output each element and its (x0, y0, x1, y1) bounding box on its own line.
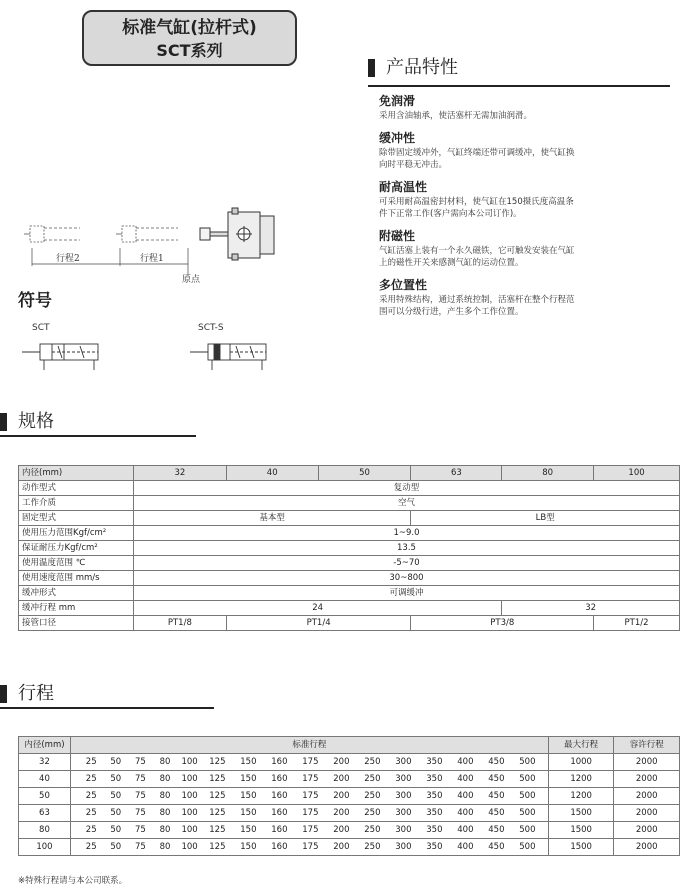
features-list (379, 92, 579, 325)
table-row (19, 511, 680, 526)
heading-bar (0, 685, 7, 703)
stroke-value: 350 (426, 773, 443, 784)
features-heading-text: 产品特性 (386, 57, 458, 78)
cylinder-outline-2 (24, 226, 80, 242)
stroke-value: 75 (134, 807, 146, 818)
bore-header: 内径(mm) (19, 737, 71, 754)
row-label: 使用温度范围 ℃ (19, 556, 134, 571)
multi-position-diagram (18, 196, 318, 288)
stroke-value: 125 (209, 841, 226, 852)
stroke-value: 80 (159, 807, 171, 818)
table-row (19, 601, 680, 616)
table-row (19, 737, 680, 754)
symbols-diagram (18, 318, 318, 384)
title-box (82, 10, 297, 66)
standard-strokes-cell (70, 805, 548, 822)
cell-value: 24 (133, 601, 501, 616)
stroke-table (18, 736, 680, 856)
stroke-value: 25 (85, 756, 97, 767)
max-stroke-cell: 1500 (548, 822, 614, 839)
stroke-value: 100 (181, 790, 198, 801)
feature-desc: 采用含油轴承，使活塞杆无需加油润滑。 (379, 111, 533, 121)
footnote: ※特殊行程请与本公司联系。 (18, 876, 128, 886)
table-row (19, 771, 680, 788)
spec-heading-text: 规格 (18, 411, 54, 432)
table-row (19, 481, 680, 496)
cell-value: 30~800 (133, 571, 679, 586)
bore-value: 32 (133, 466, 226, 481)
stroke-value: 350 (426, 790, 443, 801)
row-label: 缓冲形式 (19, 586, 134, 601)
stroke-value: 200 (333, 773, 350, 784)
row-label: 缓冲行程 mm (19, 601, 134, 616)
stroke-value: 500 (519, 824, 536, 835)
stroke-value: 175 (302, 790, 319, 801)
row-label: 工作介质 (19, 496, 134, 511)
stroke-value: 125 (209, 773, 226, 784)
feature-title: 免润滑 (379, 94, 416, 108)
cell-value: PT3/8 (411, 616, 594, 631)
max-stroke-cell: 1200 (548, 788, 614, 805)
stroke-value: 200 (333, 756, 350, 767)
cell-value: 32 (502, 601, 680, 616)
stroke-value: 150 (240, 756, 257, 767)
stroke-value: 400 (457, 756, 474, 767)
bore-cell: 50 (19, 788, 71, 805)
stroke-value: 160 (271, 756, 288, 767)
table-row (19, 788, 680, 805)
stroke-value: 300 (395, 790, 412, 801)
stroke-value: 100 (181, 773, 198, 784)
cell-value: 空气 (133, 496, 679, 511)
stroke-value: 500 (519, 773, 536, 784)
allow-stroke-cell: 2000 (614, 754, 680, 771)
table-row (19, 466, 680, 481)
table-row (19, 556, 680, 571)
stroke-value: 450 (488, 790, 505, 801)
feature-item (379, 276, 579, 318)
max-stroke-cell: 1500 (548, 805, 614, 822)
stroke-value: 160 (271, 790, 288, 801)
allow-stroke-cell: 2000 (614, 839, 680, 856)
cell-value: PT1/4 (226, 616, 411, 631)
stroke-value: 80 (159, 756, 171, 767)
features-heading (368, 56, 668, 90)
allow-header: 容许行程 (614, 737, 680, 754)
max-stroke-cell: 1500 (548, 839, 614, 856)
symbol-sct (22, 344, 98, 370)
cell-value: 复动型 (133, 481, 679, 496)
cell-value: PT1/2 (594, 616, 680, 631)
stroke-value: 450 (488, 807, 505, 818)
stroke-value: 50 (110, 756, 122, 767)
table-row (19, 541, 680, 556)
heading-rule (0, 435, 196, 437)
stroke-value: 250 (364, 824, 381, 835)
row-label: 保证耐压力Kgf/cm² (19, 541, 134, 556)
stroke-value: 175 (302, 756, 319, 767)
stroke-value: 150 (240, 790, 257, 801)
stroke-value: 450 (488, 841, 505, 852)
feature-item (379, 178, 579, 220)
standard-strokes-cell (70, 754, 548, 771)
max-stroke-cell: 1200 (548, 771, 614, 788)
bore-value: 100 (594, 466, 680, 481)
stroke-value: 160 (271, 773, 288, 784)
heading-bar (368, 59, 375, 77)
stroke-value: 350 (426, 807, 443, 818)
stroke-value: 150 (240, 841, 257, 852)
bore-header: 内径(mm) (19, 466, 134, 481)
max-stroke-cell: 1000 (548, 754, 614, 771)
feature-title: 附磁性 (379, 229, 416, 243)
bore-cell: 40 (19, 771, 71, 788)
row-label: 接管口径 (19, 616, 134, 631)
stroke-value: 75 (134, 790, 146, 801)
row-label: 使用压力范围Kgf/cm² (19, 526, 134, 541)
stroke-value: 300 (395, 824, 412, 835)
bore-value: 80 (502, 466, 594, 481)
cell-value: LB型 (411, 511, 680, 526)
stroke-value: 175 (302, 841, 319, 852)
stroke-value: 160 (271, 807, 288, 818)
max-header: 最大行程 (548, 737, 614, 754)
row-label: 固定型式 (19, 511, 134, 526)
stroke-value: 50 (110, 824, 122, 835)
cell-value: 可调缓冲 (133, 586, 679, 601)
stroke-value: 400 (457, 807, 474, 818)
cylinder-body (200, 208, 274, 260)
cell-value: 1~9.0 (133, 526, 679, 541)
symbols-heading: 符号 (18, 291, 52, 311)
stroke-value: 100 (181, 756, 198, 767)
table-row (19, 754, 680, 771)
stroke-value: 25 (85, 824, 97, 835)
stroke-value: 400 (457, 773, 474, 784)
spec-table (18, 465, 680, 631)
stroke-value: 500 (519, 807, 536, 818)
stroke-value: 160 (271, 841, 288, 852)
stroke-value: 150 (240, 824, 257, 835)
standard-strokes-cell (70, 839, 548, 856)
stroke-value: 300 (395, 756, 412, 767)
stroke1-label: 行程1 (140, 254, 164, 264)
feature-desc: 气缸活塞上装有一个永久磁铁，它可触发安装在气缸上的磁性开关来感测气缸的运动位置。 (379, 246, 575, 268)
stroke-heading-text: 行程 (18, 683, 54, 704)
stroke-value: 450 (488, 756, 505, 767)
stroke-value: 350 (426, 756, 443, 767)
cell-value: PT1/8 (133, 616, 226, 631)
allow-stroke-cell: 2000 (614, 822, 680, 839)
feature-desc: 采用特殊结构，通过系统控制，活塞杆在整个行程范围可以分级行进，产生多个工作位置。 (379, 295, 575, 317)
allow-stroke-cell: 2000 (614, 805, 680, 822)
page-title: 标准气缸(拉杆式) (122, 18, 257, 38)
stroke-value: 100 (181, 841, 198, 852)
stroke-value: 75 (134, 841, 146, 852)
feature-title: 多位置性 (379, 278, 428, 292)
symbol-scts-label: SCT-S (198, 323, 224, 333)
stroke-value: 250 (364, 841, 381, 852)
feature-desc: 除带固定缓冲外，气缸终端还带可调缓冲，使气缸换向时平稳无冲击。 (379, 148, 575, 170)
stroke-value: 450 (488, 824, 505, 835)
stroke-value: 25 (85, 807, 97, 818)
bore-cell: 32 (19, 754, 71, 771)
symbol-sct-label: SCT (32, 323, 50, 333)
stroke-value: 80 (159, 824, 171, 835)
stroke-value: 25 (85, 841, 97, 852)
stroke-value: 400 (457, 790, 474, 801)
feature-desc: 可采用耐高温密封材料，使气缸在150摄氏度高温条件下正常工作(客户需向本公司订作)。 (379, 197, 574, 219)
bore-value: 50 (318, 466, 411, 481)
stroke-value: 160 (271, 824, 288, 835)
stroke-value: 75 (134, 773, 146, 784)
stroke-value: 150 (240, 773, 257, 784)
bore-value: 63 (411, 466, 502, 481)
stroke-value: 125 (209, 756, 226, 767)
row-label: 使用速度范围 mm/s (19, 571, 134, 586)
table-row (19, 805, 680, 822)
row-label: 动作型式 (19, 481, 134, 496)
cell-value: 基本型 (133, 511, 411, 526)
stroke-value: 450 (488, 773, 505, 784)
stroke-value: 350 (426, 841, 443, 852)
stroke-value: 350 (426, 824, 443, 835)
cylinder-outline-1 (116, 226, 178, 242)
stroke-value: 250 (364, 807, 381, 818)
feature-item (379, 129, 579, 171)
stroke-value: 400 (457, 824, 474, 835)
stroke-value: 175 (302, 824, 319, 835)
heading-bar (0, 413, 7, 431)
stroke-value: 25 (85, 790, 97, 801)
std-header: 标准行程 (70, 737, 548, 754)
stroke-value: 175 (302, 773, 319, 784)
heading-rule (368, 85, 670, 87)
table-row (19, 616, 680, 631)
stroke-value: 150 (240, 807, 257, 818)
stroke-heading (0, 682, 220, 716)
table-row (19, 571, 680, 586)
table-row (19, 839, 680, 856)
stroke-value: 50 (110, 841, 122, 852)
origin-label: 原点 (182, 275, 201, 285)
stroke-value: 75 (134, 824, 146, 835)
stroke-value: 80 (159, 790, 171, 801)
stroke-value: 500 (519, 790, 536, 801)
bore-cell: 63 (19, 805, 71, 822)
stroke-value: 80 (159, 773, 171, 784)
feature-item (379, 92, 579, 122)
table-row (19, 822, 680, 839)
stroke-value: 300 (395, 841, 412, 852)
stroke-table-body (19, 754, 680, 856)
stroke-value: 50 (110, 807, 122, 818)
feature-item (379, 227, 579, 269)
table-row (19, 526, 680, 541)
bore-cell: 100 (19, 839, 71, 856)
feature-title: 缓冲性 (379, 131, 416, 145)
allow-stroke-cell: 2000 (614, 771, 680, 788)
table-row (19, 586, 680, 601)
stroke-value: 300 (395, 807, 412, 818)
stroke-value: 50 (110, 773, 122, 784)
standard-strokes-cell (70, 788, 548, 805)
spec-heading (0, 410, 200, 444)
stroke-value: 75 (134, 756, 146, 767)
stroke-value: 200 (333, 790, 350, 801)
symbol-sct-s (190, 344, 266, 370)
stroke-value: 200 (333, 824, 350, 835)
bore-cell: 80 (19, 822, 71, 839)
stroke-value: 25 (85, 773, 97, 784)
stroke2-label: 行程2 (56, 254, 80, 264)
heading-rule (0, 707, 214, 709)
stroke-value: 500 (519, 756, 536, 767)
feature-title: 耐高温性 (379, 180, 428, 194)
stroke-value: 400 (457, 841, 474, 852)
bore-value: 40 (226, 466, 318, 481)
stroke-value: 250 (364, 773, 381, 784)
stroke-value: 500 (519, 841, 536, 852)
stroke-value: 250 (364, 756, 381, 767)
stroke-value: 125 (209, 790, 226, 801)
cell-value: -5~70 (133, 556, 679, 571)
table-row (19, 496, 680, 511)
stroke-value: 100 (181, 824, 198, 835)
stroke-value: 300 (395, 773, 412, 784)
stroke-value: 100 (181, 807, 198, 818)
stroke-value: 200 (333, 807, 350, 818)
stroke-value: 250 (364, 790, 381, 801)
cell-value: 13.5 (133, 541, 679, 556)
stroke-value: 200 (333, 841, 350, 852)
stroke-value: 125 (209, 807, 226, 818)
page-subtitle: SCT系列 (156, 41, 223, 60)
standard-strokes-cell (70, 822, 548, 839)
standard-strokes-cell (70, 771, 548, 788)
stroke-value: 125 (209, 824, 226, 835)
stroke-value: 80 (159, 841, 171, 852)
allow-stroke-cell: 2000 (614, 788, 680, 805)
stroke-value: 50 (110, 790, 122, 801)
stroke-value: 175 (302, 807, 319, 818)
